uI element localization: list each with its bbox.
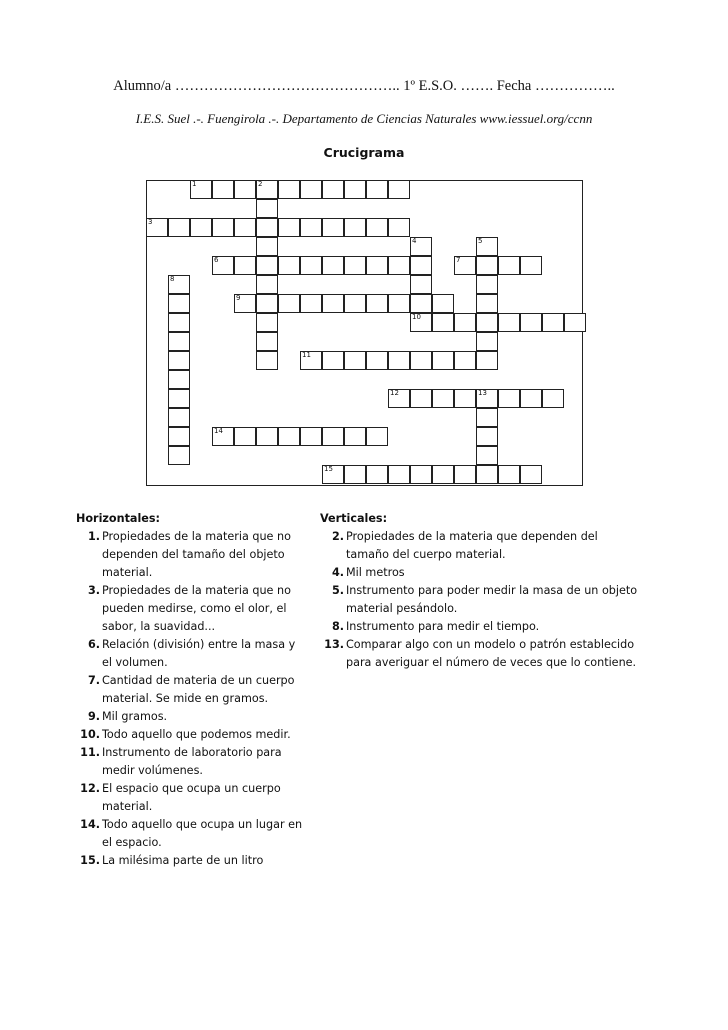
crossword-cell[interactable] [322,427,344,446]
clue-text: Mil gramos. [102,710,168,723]
cell-number: 4 [412,237,417,245]
crossword-cell[interactable] [256,180,278,199]
cell-number: 13 [478,389,487,397]
page-title: Crucigrama [323,145,405,160]
cell-number: 12 [390,389,399,397]
crossword-cell[interactable] [476,427,498,446]
crossword-cell[interactable] [366,256,388,275]
clue-text: Todo aquello que ocupa un lugar en el espacio. [102,818,303,849]
clue-number: 10. [80,728,100,741]
crossword-cell[interactable] [410,256,432,275]
crossword-cell[interactable] [168,389,190,408]
crossword-cell[interactable] [498,313,520,332]
crossword-cell[interactable] [344,256,366,275]
crossword-cell[interactable] [256,332,278,351]
school-info-line: I.E.S. Suel .-. Fuengirola .-. Departamento de Ciencias Naturales www.iessuel.org/ccnn [135,111,593,126]
crossword-cell[interactable] [388,351,410,370]
crossword-cell[interactable] [256,294,278,313]
cell-number: 8 [170,275,175,283]
clue-text: Relación (división) entre la masa y el volumen. [102,638,296,669]
crossword-cell[interactable] [498,465,520,484]
crossword-cell[interactable] [212,218,234,237]
clue-text: Propiedades de la materia que no pueden medirse, como el olor, el sabor, la suavidad... [102,584,291,633]
cell-number: 5 [478,237,483,245]
crossword-cell[interactable] [410,351,432,370]
vertical-clues-heading: Verticales: [320,512,388,525]
crossword-cell[interactable] [256,256,278,275]
clue-number: 2. [331,530,344,543]
crossword-cell[interactable] [366,465,388,484]
clue-text: Mil metros [346,566,405,579]
crossword-cell[interactable] [212,256,234,275]
crossword-cell[interactable] [476,332,498,351]
crossword-cell[interactable] [278,256,300,275]
crossword-cell[interactable] [168,427,190,446]
clue-item [320,636,640,672]
crossword-cell[interactable] [388,389,410,408]
clue-text: El espacio que ocupa un cuerpo material. [102,782,281,813]
crossword-cell[interactable] [542,313,564,332]
crossword-cell[interactable] [256,199,278,218]
crossword-cell[interactable] [476,351,498,370]
clue-text: Instrumento de laboratorio para medir volúmenes. [102,746,282,777]
crossword-cell[interactable] [388,218,410,237]
clue-item [76,816,308,852]
clue-item [76,744,308,780]
crossword-cell[interactable] [322,218,344,237]
crossword-cell[interactable] [168,408,190,427]
crossword-cell[interactable] [146,218,168,237]
clue-text: Instrumento para medir el tiempo. [346,620,540,633]
clue-item [76,852,308,870]
clue-number: 12. [80,782,100,795]
crossword-cell[interactable] [410,294,432,313]
crossword-cell[interactable] [256,275,278,294]
crossword-cell[interactable] [432,313,454,332]
cell-number: 9 [236,294,241,302]
clue-item [320,564,640,582]
crossword-cell[interactable] [168,446,190,465]
clue-item [320,528,640,564]
crossword-cell[interactable] [476,408,498,427]
clue-text: Instrumento para poder medir la masa de un objeto material pesándolo. [346,584,638,615]
crossword-cell[interactable] [322,180,344,199]
clue-item [76,672,308,708]
crossword-cell[interactable] [234,427,256,446]
cell-number: 2 [258,180,263,188]
crossword-cell[interactable] [454,256,476,275]
cell-number: 14 [214,427,223,435]
crossword-cell[interactable] [344,180,366,199]
clue-text: La milésima parte de un litro [102,854,264,867]
crossword-cell[interactable] [190,218,212,237]
crossword-cell[interactable] [476,313,498,332]
crossword-cell[interactable] [322,294,344,313]
clue-number: 9. [87,710,100,723]
crossword-cell[interactable] [168,275,190,294]
crossword-cell[interactable] [388,465,410,484]
crossword-cell[interactable] [454,389,476,408]
clue-number: 13. [324,638,344,651]
crossword-cell[interactable] [168,351,190,370]
crossword-cell[interactable] [520,256,542,275]
clue-number: 15. [80,854,100,867]
crossword-cell[interactable] [520,389,542,408]
crossword-cell[interactable] [476,294,498,313]
crossword-cell[interactable] [344,351,366,370]
cell-number: 1 [192,180,197,188]
crossword-cell[interactable] [432,351,454,370]
clue-item [76,726,308,744]
crossword-cell[interactable] [388,180,410,199]
crossword-cell[interactable] [168,332,190,351]
clue-text: Propiedades de la materia que dependen del tamaño del cuerpo material. [346,530,598,561]
clue-number: 8. [331,620,344,633]
crossword-cell[interactable] [300,351,322,370]
crossword-cell[interactable] [256,237,278,256]
clue-number: 3. [87,584,100,597]
crossword-cell[interactable] [300,180,322,199]
clue-number: 14. [80,818,100,831]
clue-number: 5. [331,584,344,597]
crossword-cell[interactable] [234,294,256,313]
crossword-cell[interactable] [410,465,432,484]
clue-number: 7. [87,674,100,687]
crossword-cell[interactable] [344,465,366,484]
crossword-cell[interactable] [366,427,388,446]
clue-item [320,582,640,618]
crossword-cell[interactable] [168,294,190,313]
student-info-line: Alumno/a ……………………………………….. 1º E.S.O. ……. Fecha …………….. [113,78,615,94]
clue-item [320,618,640,636]
crossword-cell[interactable] [278,180,300,199]
crossword-cell[interactable] [476,237,498,256]
crossword-cell[interactable] [432,389,454,408]
clue-number: 1. [87,530,100,543]
crossword-cell[interactable] [388,294,410,313]
crossword-cell[interactable] [168,218,190,237]
crossword-cell[interactable] [454,313,476,332]
crossword-cell[interactable] [432,294,454,313]
crossword-cell[interactable] [498,256,520,275]
crossword-cell[interactable] [234,256,256,275]
cell-number: 7 [456,256,461,264]
crossword-cell[interactable] [278,427,300,446]
clue-text: Cantidad de materia de un cuerpo material. Se mide en gramos. [102,674,295,705]
crossword-cell[interactable] [454,465,476,484]
crossword-cell[interactable] [410,313,432,332]
crossword-cell[interactable] [234,218,256,237]
crossword-cell[interactable] [432,465,454,484]
crossword-cell[interactable] [344,218,366,237]
crossword-cell[interactable] [212,180,234,199]
clue-item [76,582,308,636]
clue-number: 6. [87,638,100,651]
crossword-cell[interactable] [410,275,432,294]
horizontal-clues [76,510,308,870]
crossword-cell[interactable] [366,294,388,313]
cell-number: 10 [412,313,421,321]
crossword-cell[interactable] [190,180,212,199]
crossword-cell[interactable] [256,313,278,332]
clue-item [76,636,308,672]
cell-number: 3 [148,218,153,226]
clue-number: 11. [80,746,100,759]
crossword-cell[interactable] [366,180,388,199]
crossword-cell[interactable] [520,465,542,484]
crossword-cell[interactable] [410,389,432,408]
crossword-cell[interactable] [410,237,432,256]
crossword-cell[interactable] [300,218,322,237]
crossword-cell[interactable] [212,427,234,446]
clue-item [76,528,308,582]
crossword-cell[interactable] [300,294,322,313]
clue-item [76,780,308,816]
crossword-cell[interactable] [542,389,564,408]
crossword-cell[interactable] [168,313,190,332]
crossword-cell[interactable] [520,313,542,332]
cell-number: 15 [324,465,333,473]
crossword-cell[interactable] [168,370,190,389]
crossword-cell[interactable] [300,427,322,446]
crossword-cell[interactable] [476,465,498,484]
clue-item [76,708,308,726]
crossword-cell[interactable] [476,256,498,275]
crossword-cell[interactable] [234,180,256,199]
crossword-cell[interactable] [498,389,520,408]
crossword-cell[interactable] [476,389,498,408]
crossword-cell[interactable] [300,256,322,275]
crossword-cell[interactable] [344,427,366,446]
crossword-cell[interactable] [322,351,344,370]
crossword-cell[interactable] [322,465,344,484]
crossword-cell[interactable] [564,313,586,332]
crossword-cell[interactable] [476,275,498,294]
crossword-cell[interactable] [256,218,278,237]
crossword-cell[interactable] [476,446,498,465]
crossword-cell[interactable] [388,256,410,275]
crossword-cell[interactable] [366,351,388,370]
clue-text: Comparar algo con un modelo o patrón establecido para averiguar el número de veces que lo contiene. [346,638,637,669]
crossword-cell[interactable] [256,427,278,446]
clue-text: Todo aquello que podemos medir. [102,728,291,741]
crossword-cell[interactable] [366,218,388,237]
cell-number: 11 [302,351,311,359]
cell-number: 6 [214,256,219,264]
crossword-cell[interactable] [344,294,366,313]
vertical-clues [320,510,640,672]
crossword-cell[interactable] [278,294,300,313]
crossword-cell[interactable] [256,351,278,370]
crossword-cell[interactable] [278,218,300,237]
crossword-cell[interactable] [454,351,476,370]
crossword-cell[interactable] [322,256,344,275]
clue-text: Propiedades de la materia que no dependen del tamaño del objeto material. [102,530,291,579]
horizontal-clues-heading: Horizontales: [76,512,161,525]
clue-number: 4. [331,566,344,579]
